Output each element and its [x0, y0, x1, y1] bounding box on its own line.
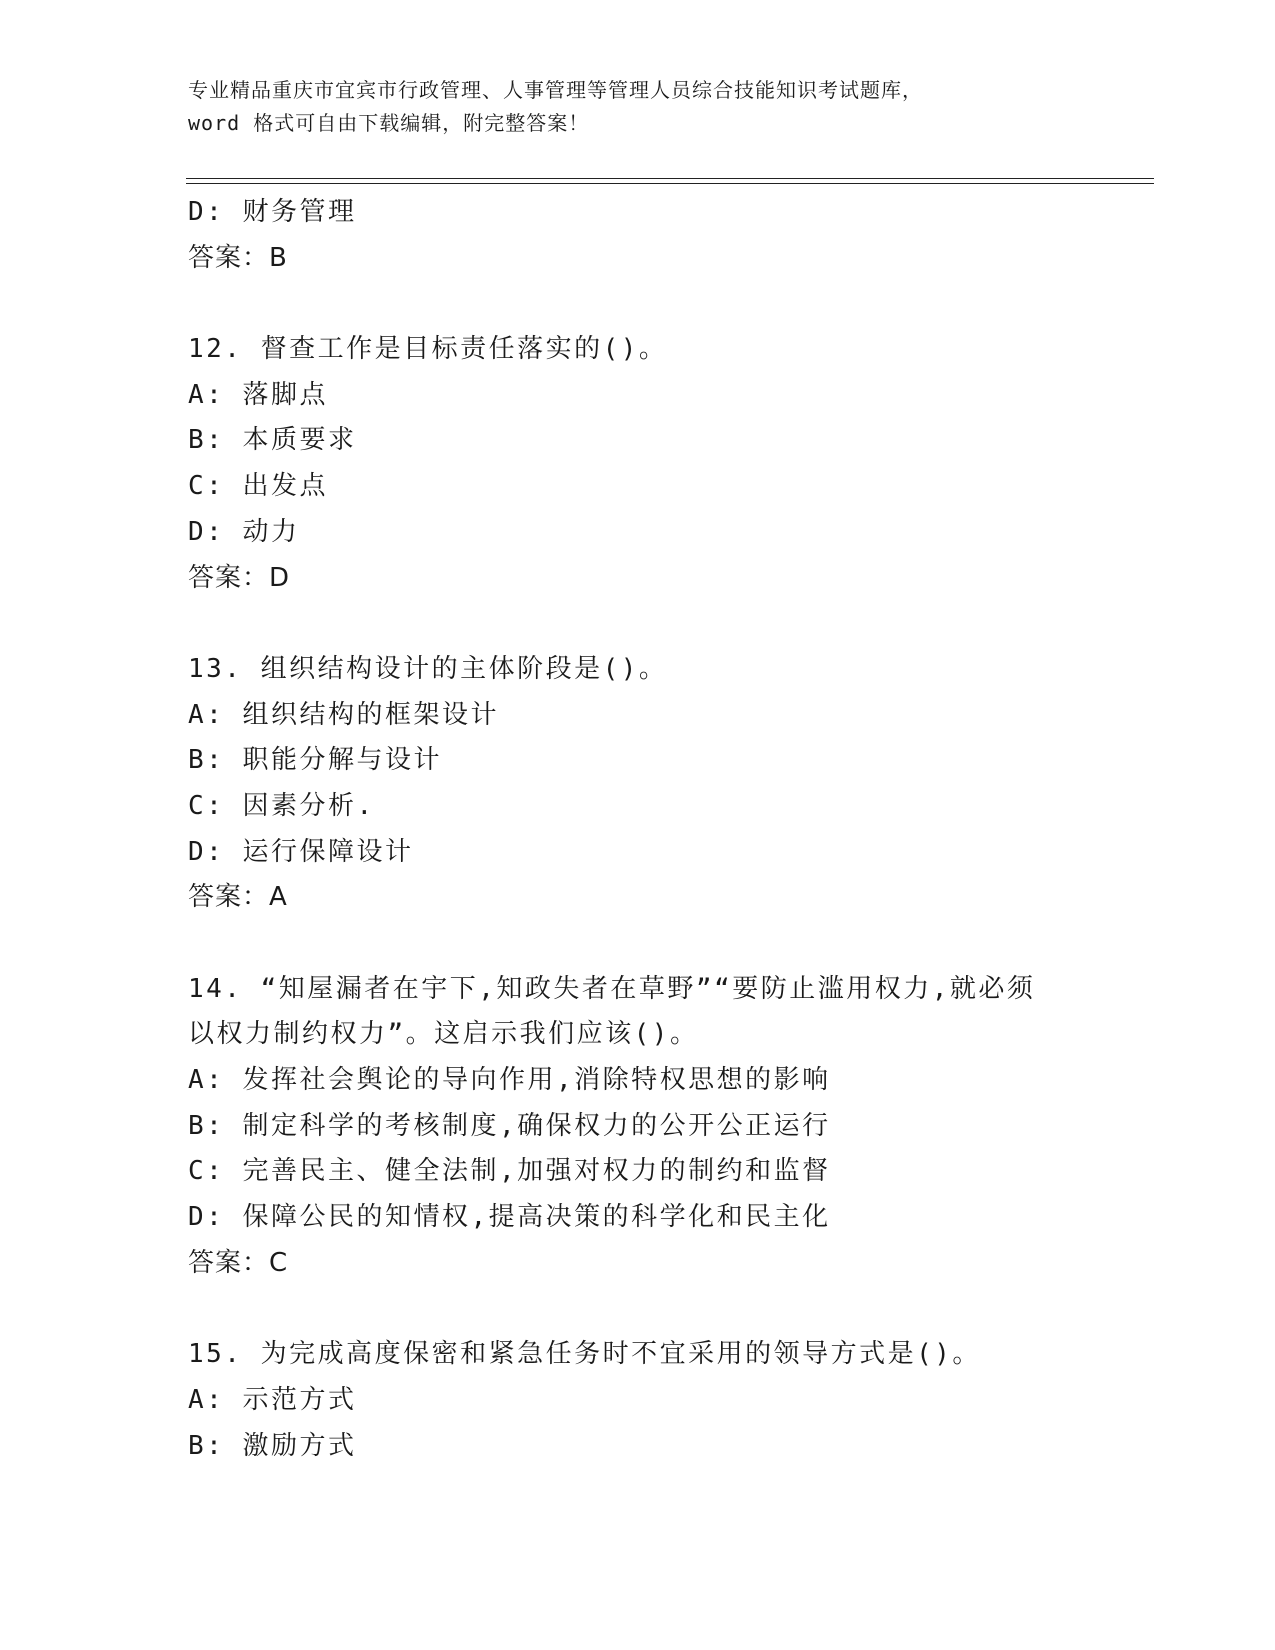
- option-b: B: 制定科学的考核制度,确保权力的公开公正运行: [188, 1110, 831, 1141]
- spacer: [188, 281, 1088, 327]
- spacer: [188, 601, 1088, 647]
- answer: 答案：C: [188, 1247, 289, 1278]
- header-line-1: 专业精品重庆市宜宾市行政管理、人事管理等管理人员综合技能知识考试题库，: [188, 78, 923, 102]
- spacer: [188, 1287, 1088, 1333]
- option-d: D: 财务管理: [188, 197, 357, 227]
- option-c: C: 出发点: [188, 471, 328, 502]
- header-divider-top: [186, 178, 1154, 179]
- answer: 答案：B: [188, 242, 288, 273]
- question-13: [188, 647, 1088, 921]
- question-stem: 13. 组织结构设计的主体阶段是()。: [188, 653, 668, 684]
- question-stem-line-2: 以权力制约权力”。这启示我们应该()。: [188, 1019, 699, 1050]
- option-d: D: 运行保障设计: [188, 836, 414, 867]
- question-12: [188, 327, 1088, 601]
- document-header: [188, 74, 1148, 140]
- question-15: [188, 1332, 1088, 1469]
- option-b: B: 本质要求: [188, 425, 357, 456]
- spacer: [188, 921, 1088, 967]
- answer: 答案：D: [188, 562, 291, 593]
- option-b: B: 激励方式: [188, 1430, 357, 1461]
- question-14: [188, 967, 1088, 1287]
- answer: 答案：A: [188, 882, 288, 913]
- question-stem-line-1: 14. “知屋漏者在宇下,知政失者在草野”“要防止滥用权力,就必须: [188, 973, 1036, 1004]
- option-d: D: 保障公民的知情权,提高决策的科学化和民主化: [188, 1202, 831, 1233]
- option-a: A: 发挥社会舆论的导向作用,消除特权思想的影响: [188, 1065, 831, 1096]
- header-line-2: word 格式可自由下载编辑，附完整答案！: [188, 111, 590, 135]
- question-stem: 15. 为完成高度保密和紧急任务时不宜采用的领导方式是()。: [188, 1339, 981, 1370]
- option-d: D: 动力: [188, 516, 300, 547]
- question-11: [188, 190, 1088, 281]
- option-c: C: 完善民主、健全法制,加强对权力的制约和监督: [188, 1156, 831, 1187]
- header-divider-bottom: [186, 183, 1154, 184]
- option-a: A: 落脚点: [188, 379, 328, 410]
- option-a: A: 示范方式: [188, 1384, 357, 1415]
- option-b: B: 职能分解与设计: [188, 745, 442, 776]
- question-stem: 12. 督查工作是目标责任落实的()。: [188, 334, 668, 365]
- option-c: C: 因素分析.: [188, 790, 375, 821]
- option-a: A: 组织结构的框架设计: [188, 699, 499, 730]
- question-list: [188, 190, 1088, 1469]
